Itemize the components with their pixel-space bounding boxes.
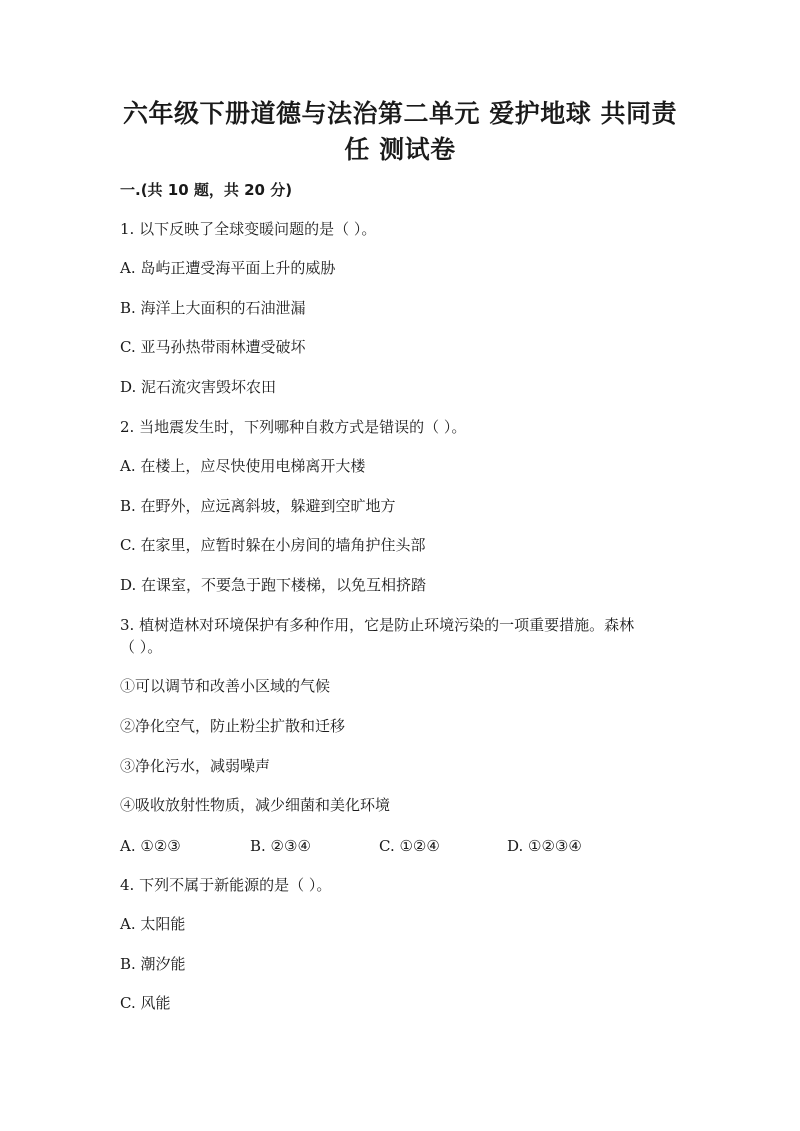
question-2-option-c: C. 在家里，应暂时躲在小房间的墙角护住头部 xyxy=(120,536,426,554)
question-1-option-c: C. 亚马孙热带雨林遭受破坏 xyxy=(120,338,306,356)
question-2-stem: 2. 当地震发生时，下列哪种自救方式是错误的（ ）。 xyxy=(120,418,467,436)
question-1-stem: 1. 以下反映了全球变暖问题的是（ ）。 xyxy=(120,220,377,238)
question-4-option-b: B. 潮汐能 xyxy=(120,955,186,973)
question-2-option-d: D. 在课室，不要急于跑下楼梯，以免互相挤踏 xyxy=(120,576,427,594)
question-1-option-d: D. 泥石流灾害毁坏农田 xyxy=(120,378,277,396)
question-2-option-a: A. 在楼上，应尽快使用电梯离开大楼 xyxy=(120,457,366,475)
question-3-stem-line-2: （ ）。 xyxy=(120,638,163,656)
question-3-option-b: B. ②③④ xyxy=(250,837,311,855)
title-line-2: 任 测试卷 xyxy=(344,135,456,164)
question-4-option-c: C. 风能 xyxy=(120,994,171,1012)
question-4-stem: 4. 下列不属于新能源的是（ ）。 xyxy=(120,876,332,894)
question-3-option-d: D. ①②③④ xyxy=(507,837,582,855)
question-3-stem-line-1: 3. 植树造林对环境保护有多种作用，它是防止环境污染的一项重要措施。森林 xyxy=(120,616,635,634)
section-heading: 一.(共 10 题，共 20 分) xyxy=(120,181,293,199)
question-3-statement-3: ③净化污水，减弱噪声 xyxy=(120,757,271,775)
question-3-option-a: A. ①②③ xyxy=(120,837,181,855)
question-1-option-a: A. 岛屿正遭受海平面上升的威胁 xyxy=(120,259,336,277)
question-3-statement-2: ②净化空气，防止粉尘扩散和迁移 xyxy=(120,717,346,735)
question-2-option-b: B. 在野外，应远离斜坡，躲避到空旷地方 xyxy=(120,497,396,515)
question-1-option-b: B. 海洋上大面积的石油泄漏 xyxy=(120,299,306,317)
page-title xyxy=(110,96,690,168)
title-line-1: 六年级下册道德与法治第二单元 爱护地球 共同责 xyxy=(123,99,677,128)
question-3-options-row xyxy=(120,836,680,856)
question-4-option-a: A. 太阳能 xyxy=(120,915,186,933)
question-3-statement-4: ④吸收放射性物质，减少细菌和美化环境 xyxy=(120,796,391,814)
question-3-option-c: C. ①②④ xyxy=(379,837,440,855)
question-3-statement-1: ①可以调节和改善小区域的气候 xyxy=(120,677,331,695)
